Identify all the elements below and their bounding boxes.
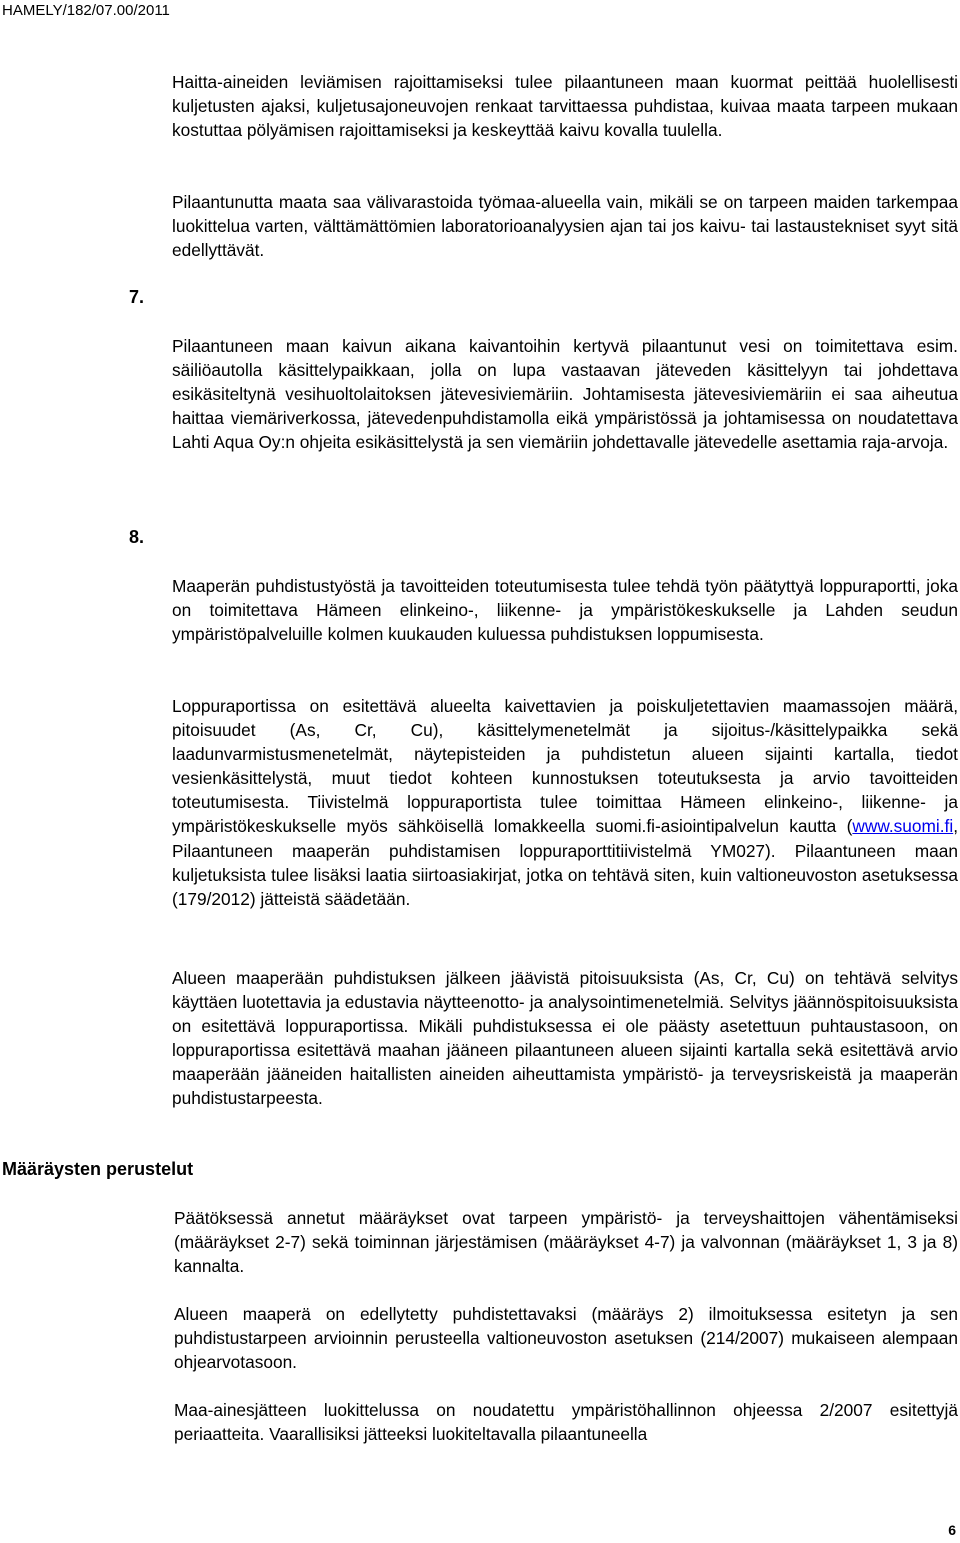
paragraph-dust-control: Haitta-aineiden leviämisen rajoittamiseksi tulee pilaantuneen maan kuormat peittää huolellisesti kuljetusten ajaksi, kuljetusajoneuvojen renkaat tarvittaessa puhdistaa, kuivaa maata tarpeen mukaan kostuttaa pölyämisen rajoittamiseksi ja keskeyttää kaivu kovalla tuulella. xyxy=(172,72,958,141)
paragraph-justification-classification: Maa-ainesjätteen luokittelussa on noudatettu ympäristöhallinnon ohjeessa 2/2007 esitettyjä periaatteita. Vaarallisiksi jätteeksi luokiteltavalla pilaantuneella xyxy=(174,1400,958,1445)
paragraph-final-report: Maaperän puhdistustyöstä ja tavoitteiden toteutumisesta tulee tehdä työn päätyttyä loppuraportti, joka on toimitettava Hämeen elinkeino-, liikenne- ja ympäristökeskukselle ja Lahden seudun ympäristöpalveluille kolmen kuukauden kuluessa puhdistuksen loppumisesta. xyxy=(172,576,958,645)
paragraph-residual-concentrations: Alueen maaperään puhdistuksen jälkeen jäävistä pitoisuuksista (As, Cr, Cu) on tehtävä selvitys käyttäen luotettavia ja edustavia näytteenotto- ja analysointimenetelmiä. Selvitys jäännöspitoisuuksista on esitettävä loppuraportissa. Mikäli puhdistuksessa ei ole päästy asetettuun puhtaustasoon, on loppuraportissa esitettävä maahan jääneen pilaantuneen alueen sijainti kartalla sekä esitettävä arvio maaperään jääneiden haitallisten aineiden aiheuttamista ympäristö- ja terveysriskeistä ja maaperän puhdistustarpeesta. xyxy=(172,968,958,1109)
document-id: HAMELY/182/07.00/2011 xyxy=(2,2,170,19)
paragraph-intermediate-storage: Pilaantunutta maata saa välivarastoida työmaa-alueella vain, mikäli se on tarpeen maiden tarkempaa luokittelua varten, välttämättömien laboratorioanalyysien ajan tai jos kaivu- tai lastaustekniset syyt sitä edellyttävät. xyxy=(172,192,958,261)
section-number-7: 7. xyxy=(129,287,145,307)
paragraph-justification-regulations: Päätöksessä annetut määräykset ovat tarpeen ympäristö- ja terveyshaittojen vähentämiseksi (määräykset 2-7) sekä toiminnan järjestämisen (määräykset 4-7) ja valvonnan (määräykset 1, 3 ja 8) kannalta. xyxy=(174,1208,958,1277)
paragraph-report-contents xyxy=(172,694,958,911)
page-number: 6 xyxy=(948,1522,956,1538)
section-heading: Määräysten perustelut xyxy=(2,1159,194,1179)
suomi-fi-link[interactable]: www.suomi.fi xyxy=(852,816,954,837)
section-number-8: 8. xyxy=(129,527,145,547)
report-contents-text-after: , Pilaantuneen maaperän puhdistamisen loppuraporttitiivistelmä YM027). Pilaantuneen maan kuljetuksista tulee lisäksi laatia siirtoasiakirjat, jotka on tehtävä siten, kuin valtioneuvoston asetuksessa (179/2012) jätteistä säädetään. xyxy=(172,816,958,909)
paragraph-contaminated-water: Pilaantuneen maan kaivun aikana kaivantoihin kertyvä pilaantunut vesi on toimitettava esim. säiliöautolla käsittelypaikkaan, jolla on lupa vastaavan jäteveden käsittelyyn tai johdettava esikäsiteltynä vesihuoltolaitoksen jätevesiviemäriin. Johtamisesta jätevesiviemäriin ei saa aiheutua haittaa viemäriverkossa, jätevedenpuhdistamolla eikä ympäristössä ja johtamisessa on noudatettava Lahti Aqua Oy:n ohjeita esikäsittelystä ja sen viemäriin johdettavalle jätevedelle asettamia raja-arvoja. xyxy=(172,336,958,453)
paragraph-justification-cleanup-level: Alueen maaperä on edellytetty puhdistettavaksi (määräys 2) ilmoituksessa esitetyn ja sen puhdistustarpeen arvioinnin perusteella valtioneuvoston asetuksen (214/2007) mukaiseen alempaan ohjearvotasoon. xyxy=(174,1304,958,1373)
report-contents-text-before: Loppuraportissa on esitettävä alueelta kaivettavien ja poiskuljetettavien maamassojen määrä, pitoisuudet (As, Cr, Cu), käsittelymenetelmät ja sijoitus-/käsittelypaikka sekä laadunvarmistusmenetelmät, näytepisteiden ja puhdistetun alueen sijainti kartalla, tiedot vesienkäsittelystä, muut tiedot kohteen kunnostuksen toteutuksesta ja arvio tavoitteiden toteutumisesta. Tiivistelmä loppuraportista tulee toimittaa Hämeen elinkeino-, liikenne- ja ympäristökeskukselle myös sähköisellä lomakkeella suomi.fi-asiointipalvelun kautta ( xyxy=(172,696,958,837)
